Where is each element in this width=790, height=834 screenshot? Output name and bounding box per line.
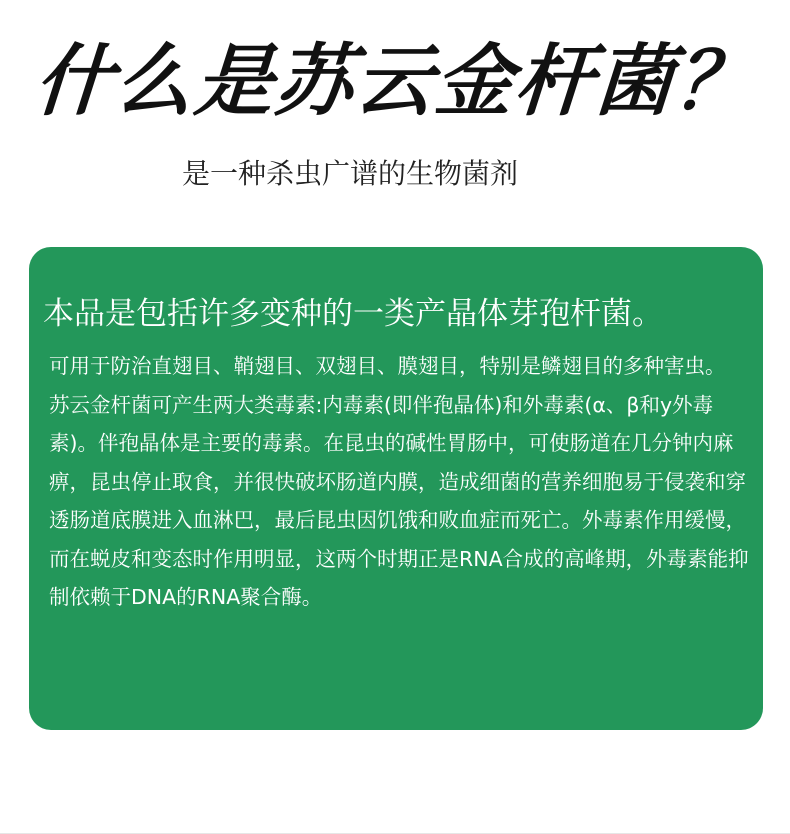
card-body — [49, 347, 761, 617]
card-paragraph-toxins: 苏云金杆菌可产生两大类毒素:内毒素(即伴孢晶体)和外毒素(α、β和y外毒素)。伴孢晶体是主要的毒素。在昆虫的碱性胃肠中，可使肠道在几分钟内麻痹，昆虫停止取食，并很快破坏肠道内膜，造成细菌的营养细胞易于侵袭和穿透肠道底膜进入血淋巴，最后昆虫因饥饿和败血症而死亡。外毒素作用缓慢，而在蜕皮和变态时作用明显，这两个时期正是RNA合成的高峰期，外毒素能抑制依赖于DNA的RNA聚合酶。 — [49, 392, 749, 609]
card-heading: 本品是包括许多变种的一类产晶体芽孢杆菌。 — [43, 296, 663, 332]
info-card — [29, 247, 763, 730]
page-title: 什么是苏云金杆菌？ — [31, 37, 759, 127]
page-subtitle: 是一种杀虫广谱的生物菌剂 — [182, 157, 519, 190]
card-paragraph-usage: 可用于防治直翅目、鞘翅目、双翅目、膜翅目，特别是鳞翅目的多种害虫。 — [49, 354, 726, 378]
